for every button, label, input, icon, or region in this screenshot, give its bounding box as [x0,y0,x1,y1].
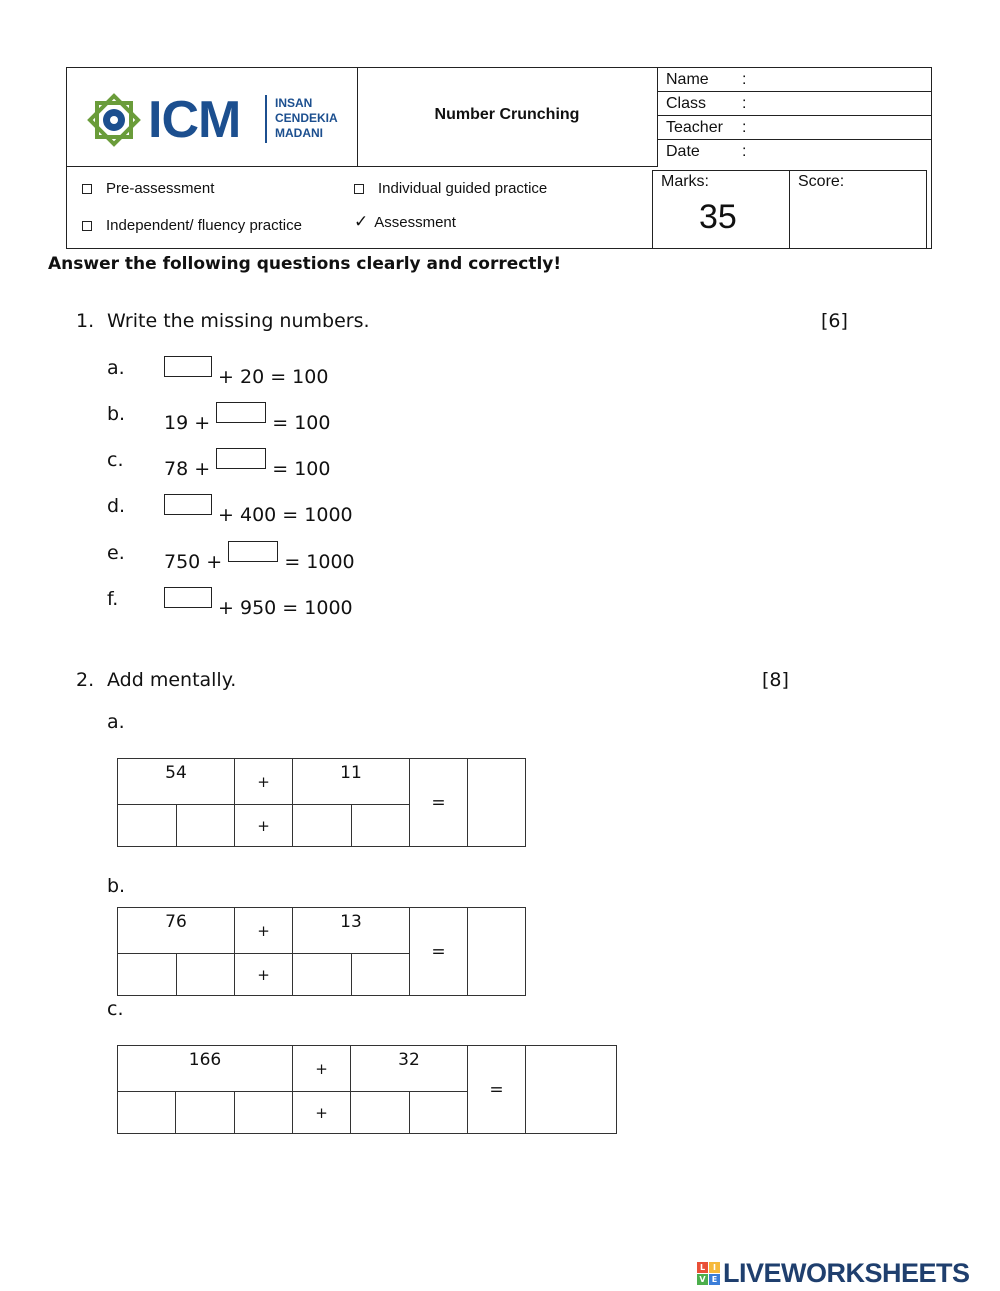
answer-blank[interactable] [164,494,212,515]
answer-blank[interactable] [216,448,266,469]
split-cell[interactable] [234,1092,292,1134]
q1-item-letter: c. [107,449,124,471]
add-table-c [117,1045,617,1134]
answer-cell[interactable] [526,1046,617,1134]
teacher-field[interactable] [658,116,931,140]
add-table-a [117,758,526,847]
equation-text: + 400 = 1000 [218,504,353,526]
q1-item-d [164,494,353,526]
q2-marks: [8] [762,669,789,691]
equation-text: + 20 = 100 [218,366,329,388]
split-cell[interactable] [409,1092,468,1134]
q1-item-b [164,402,330,434]
split-cell[interactable] [118,805,177,847]
q2-number: 2. [76,669,95,691]
checkmark-icon: ✓ [354,212,369,231]
checklist-independent[interactable] [82,217,302,234]
checklist-label: Individual guided practice [378,180,548,197]
class-field[interactable] [658,92,931,116]
badge-letter: I [709,1262,720,1273]
logo-line: MADANI [275,126,323,140]
q1-item-e [164,541,355,573]
q1-item-letter: e. [107,542,125,564]
badge-letter: V [697,1274,708,1285]
equation-text: 78 + [164,458,211,480]
name-field[interactable] [658,68,931,92]
answer-cell[interactable] [468,908,526,996]
split-cell[interactable] [293,954,352,996]
equation-text: + 950 = 1000 [218,597,353,619]
checklist-individual-guided[interactable] [354,180,547,197]
checklist-assessment[interactable] [354,212,456,232]
instruction: Answer the following questions clearly and correctly! [48,254,562,274]
q2-text: Add mentally. [107,669,237,691]
q1-item-letter: a. [107,357,125,379]
field-sep: : [742,71,747,88]
addend-a: 166 [118,1046,293,1092]
header-divider [66,166,658,167]
q2-part-letter: a. [107,711,125,733]
worksheet-title: Number Crunching [434,106,580,123]
field-sep: : [742,95,747,112]
split-cell[interactable] [176,954,235,996]
q1-item-letter: f. [107,588,119,610]
checkbox-icon [82,221,92,231]
marks-label: Marks: [661,173,709,190]
plus-sign: + [235,908,293,954]
badge-letter: L [697,1262,708,1273]
field-label: Teacher [666,119,723,136]
q2-part-letter: c. [107,998,124,1020]
equals-sign: = [410,908,468,996]
field-sep: : [742,119,747,136]
plus-sign: + [235,954,293,996]
watermark-text: LIVEWORKSHEETS [723,1258,970,1288]
marks-value: 35 [699,198,737,236]
date-field[interactable] [658,140,931,164]
field-label: Date [666,143,700,160]
q1-item-letter: b. [107,403,126,425]
plus-sign: + [235,805,293,847]
addend-a: 76 [118,908,235,954]
logo-text [275,96,338,141]
q2-part-letter: b. [107,875,126,897]
logo-brand: ICM [148,91,241,149]
addend-a: 54 [118,759,235,805]
q1-text: Write the missing numbers. [107,310,370,332]
field-sep: : [742,143,747,160]
liveworksheets-watermark [697,1258,970,1289]
q1-item-a [164,356,328,388]
plus-sign: + [235,759,293,805]
answer-cell[interactable] [468,759,526,847]
q1-item-c [164,448,330,480]
q1-marks: [6] [821,310,848,332]
badge-letter: E [709,1274,720,1285]
q1-item-letter: d. [107,495,126,517]
addend-b: 32 [351,1046,468,1092]
logo-line: CENDEKIA [275,111,338,125]
score-label: Score: [798,173,845,190]
answer-blank[interactable] [164,356,212,377]
plus-sign: + [293,1046,351,1092]
equation-text: 19 + [164,412,211,434]
checklist-label: Assessment [374,213,456,231]
split-cell[interactable] [176,805,235,847]
addend-b: 13 [293,908,410,954]
split-cell[interactable] [118,954,177,996]
field-label: Name [666,71,709,88]
logo-line: INSAN [275,96,313,110]
split-cell[interactable] [118,1092,176,1134]
checkbox-icon [354,184,364,194]
live-badge-icon [697,1262,720,1285]
answer-blank[interactable] [216,402,266,423]
equation-text: = 100 [272,412,331,434]
checklist-label: Pre-assessment [106,180,215,197]
q1-item-f [164,587,353,619]
icm-logo-icon [84,92,144,148]
equals-sign: = [410,759,468,847]
checklist-label: Independent/ fluency practice [106,217,302,234]
split-cell[interactable] [176,1092,234,1134]
split-cell[interactable] [351,954,410,996]
addend-b: 11 [293,759,410,805]
add-table-b [117,907,526,996]
checkbox-icon [82,184,92,194]
equation-text: 750 + [164,551,223,573]
logo-separator [265,95,267,143]
split-cell[interactable] [351,1092,410,1134]
split-cell[interactable] [351,805,410,847]
q1-number: 1. [76,310,95,332]
plus-sign: + [293,1092,351,1134]
equals-sign: = [468,1046,526,1134]
answer-blank[interactable] [228,541,278,562]
marks-divider [789,171,790,248]
split-cell[interactable] [293,805,352,847]
checklist-pre-assessment[interactable] [82,180,214,197]
equation-text: = 100 [272,458,331,480]
field-label: Class [666,95,707,112]
equation-text: = 1000 [284,551,355,573]
answer-blank[interactable] [164,587,212,608]
